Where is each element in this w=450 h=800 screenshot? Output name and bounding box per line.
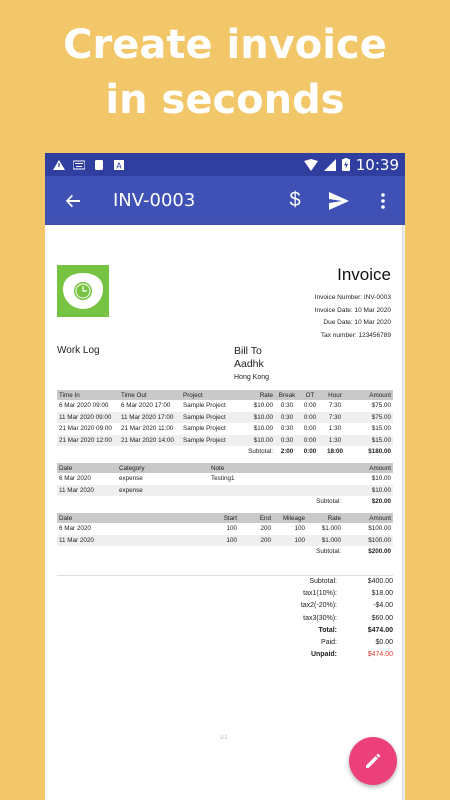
payment-button[interactable] <box>283 189 307 213</box>
table-row <box>57 535 393 547</box>
totals-row <box>243 637 393 649</box>
table-cell: 21 Mar 2020 14:00 <box>119 435 181 447</box>
signal-icon <box>324 159 336 171</box>
subtotal-row <box>57 496 393 508</box>
expense-header: Note <box>209 463 343 473</box>
totals-value: $400.00 <box>367 578 393 585</box>
table-cell: $75.00 <box>371 402 391 410</box>
paid-label: Paid: <box>321 639 337 647</box>
pencil-icon <box>364 752 382 770</box>
promo-line-2: in seconds <box>105 77 345 123</box>
totals-label: tax3(30%): <box>303 614 337 622</box>
table-cell: 0:00 <box>299 435 321 447</box>
expense-header: Category <box>117 463 209 473</box>
time-header: Hour <box>321 390 349 400</box>
table-cell: 0:30 <box>280 425 294 433</box>
time-header: OT <box>299 390 321 400</box>
table-cell: $15.00 <box>349 435 393 447</box>
table-row <box>57 473 393 485</box>
table-cell: Sample Project <box>181 412 241 424</box>
mileage-header: End <box>239 513 273 523</box>
table-cell: 1:30 <box>321 435 349 447</box>
totals-label: tax2(-20%): <box>300 602 337 610</box>
time-header: Project <box>181 390 241 400</box>
table-cell: 1:30 <box>328 425 342 433</box>
totals-row <box>243 613 393 625</box>
time-header: Time In <box>57 390 119 400</box>
table-cell: $10.00 <box>241 435 275 447</box>
total-label: Total: <box>318 626 337 634</box>
table-cell: 0:00 <box>303 402 317 410</box>
totals-row <box>243 576 393 588</box>
subtotal-row <box>57 546 393 558</box>
table-cell: 0:00 <box>299 412 321 424</box>
table-cell: 6 Mar 2020 <box>59 475 91 483</box>
subtotal-amount: $20.00 <box>371 498 391 506</box>
table-cell: 0:00 <box>303 425 317 433</box>
totals-row <box>243 588 393 600</box>
table-cell: $10.00 <box>241 412 275 424</box>
table-cell: $10.00 <box>343 485 393 497</box>
status-bar <box>45 153 405 176</box>
table-row <box>57 423 393 435</box>
page-number: 1/1 <box>219 735 228 741</box>
subtotal-row <box>57 446 393 458</box>
send-button[interactable] <box>327 189 351 213</box>
bill-to-label: Bill To <box>234 345 262 357</box>
table-cell: 21 Mar 2020 11:00 <box>121 425 174 433</box>
table-cell <box>209 485 343 497</box>
keyboard-icon <box>73 160 85 170</box>
table-cell: 100 <box>226 525 237 533</box>
mileage-header: Amount <box>343 513 393 523</box>
totals-row <box>243 625 393 637</box>
subtotal-break: 2:00 <box>280 448 294 456</box>
mileage-header: Date <box>57 513 207 523</box>
totals-label: Subtotal: <box>309 578 337 585</box>
totals-value: $18.00 <box>371 590 393 598</box>
worklog-title: Work Log <box>57 345 100 356</box>
table-cell: 100 <box>294 525 305 533</box>
table-cell: $1.000 <box>307 535 343 547</box>
clock-logo-icon <box>57 265 109 317</box>
table-cell: Sample Project <box>183 425 226 433</box>
table-cell: 6 Mar 2020 09:00 <box>59 402 109 410</box>
expense-header: Date <box>57 463 117 473</box>
table-cell: $10.00 <box>253 425 273 433</box>
send-icon <box>329 192 349 210</box>
client-address: Hong Kong <box>234 374 270 381</box>
promo-headline <box>0 18 450 128</box>
promo-line-1: Create invoice <box>63 22 387 68</box>
table-cell: Sample Project <box>181 435 241 447</box>
subtotal-hour: 18:00 <box>326 448 344 456</box>
edit-fab-button[interactable] <box>349 737 397 785</box>
mileage-header: Mileage <box>273 513 307 523</box>
warning-icon <box>53 160 65 170</box>
subtotal-amount: $200.00 <box>368 548 391 556</box>
svg-text:A: A <box>116 161 122 170</box>
toolbar-title: INV-0003 <box>113 190 196 211</box>
table-cell: 100 <box>273 535 307 547</box>
table-cell: $15.00 <box>371 425 391 433</box>
table-row <box>57 435 393 447</box>
dollar-icon: $ <box>289 189 301 211</box>
unpaid-value: $474.00 <box>367 651 393 659</box>
text-a-icon <box>113 160 125 170</box>
table-cell: 11 Mar 2020 <box>57 485 117 497</box>
total-value: $474.00 <box>367 626 393 634</box>
table-row <box>57 485 393 497</box>
table-cell: expense <box>117 485 209 497</box>
table-cell: 6 Mar 2020 <box>59 525 91 533</box>
table-cell: 11 Mar 2020 <box>57 535 207 547</box>
due-date: Due Date: 10 Mar 2020 <box>323 319 391 326</box>
subtotal-ot: 0:00 <box>303 448 317 456</box>
subtotal-label: Subtotal: <box>316 498 341 506</box>
subtotal-amount: $180.00 <box>368 448 391 456</box>
time-header: Amount <box>349 390 393 400</box>
mileage-table <box>57 513 393 558</box>
invoice-number: Invoice Number: INV-0003 <box>314 294 391 301</box>
invoice-meta <box>315 292 391 342</box>
time-table <box>57 390 393 458</box>
time-header: Rate <box>241 390 275 400</box>
table-cell: 11 Mar 2020 17:00 <box>119 412 181 424</box>
table-cell: 200 <box>239 535 273 547</box>
mileage-header: Start <box>207 513 239 523</box>
table-cell: $75.00 <box>349 412 393 424</box>
unpaid-label: Unpaid: <box>310 651 337 659</box>
wifi-icon <box>304 159 318 171</box>
table-cell: $10.00 <box>253 402 273 410</box>
client-name: Aadhk <box>234 358 264 370</box>
table-row <box>57 400 393 412</box>
expense-header: Amount <box>343 463 393 473</box>
table-cell: $1.000 <box>321 525 341 533</box>
table-cell: Testing1 <box>211 475 235 483</box>
more-vert-icon <box>381 193 385 209</box>
invoice-preview[interactable] <box>45 225 402 800</box>
time-header: Time Out <box>119 390 181 400</box>
arrow-back-icon <box>65 193 81 209</box>
table-cell: 7:30 <box>321 412 349 424</box>
bill-to-block <box>234 345 269 384</box>
mileage-header: Rate <box>307 513 343 523</box>
table-cell: 21 Mar 2020 12:00 <box>57 435 119 447</box>
table-cell: 100 <box>207 535 239 547</box>
battery-icon <box>342 158 350 171</box>
time-header: Break <box>275 390 299 400</box>
app-toolbar <box>45 176 405 225</box>
table-cell: 0:30 <box>275 435 299 447</box>
table-cell: 0:30 <box>280 402 294 410</box>
table-cell: 11 Mar 2020 09:00 <box>57 412 119 424</box>
totals-value: -$4.00 <box>373 602 393 610</box>
status-time: 10:39 <box>355 155 399 174</box>
subtotal-label: Subtotal: <box>316 548 341 556</box>
table-cell: $100.00 <box>343 535 393 547</box>
table-cell: Sample Project <box>183 402 226 410</box>
totals-block <box>243 576 393 661</box>
table-row <box>57 523 393 535</box>
invoice-date: Invoice Date: 10 Mar 2020 <box>314 306 391 314</box>
subtotal-label: Subtotal: <box>248 448 273 456</box>
totals-row <box>243 649 393 661</box>
tax-number: Tax number: 123456789 <box>320 331 391 339</box>
sim-card-icon <box>93 160 105 170</box>
totals-value: $60.00 <box>371 614 393 622</box>
table-row <box>57 412 393 424</box>
totals-label: tax1(10%): <box>303 590 337 598</box>
table-cell: $10.00 <box>371 475 391 483</box>
table-cell: expense <box>119 475 143 483</box>
paid-value: $0.00 <box>375 639 393 647</box>
table-cell: 7:30 <box>328 402 342 410</box>
phone-screen <box>45 153 405 800</box>
table-cell: 6 Mar 2020 17:00 <box>121 402 171 410</box>
expense-table <box>57 463 393 508</box>
table-cell: 200 <box>260 525 271 533</box>
totals-row <box>243 600 393 612</box>
back-button[interactable] <box>61 189 85 213</box>
table-cell: 0:30 <box>275 412 299 424</box>
invoice-heading: Invoice <box>337 265 391 284</box>
more-options-button[interactable] <box>371 189 395 213</box>
company-logo <box>57 265 109 317</box>
table-cell: 21 Mar 2020 09:00 <box>59 425 112 433</box>
table-cell: $100.00 <box>368 525 391 533</box>
